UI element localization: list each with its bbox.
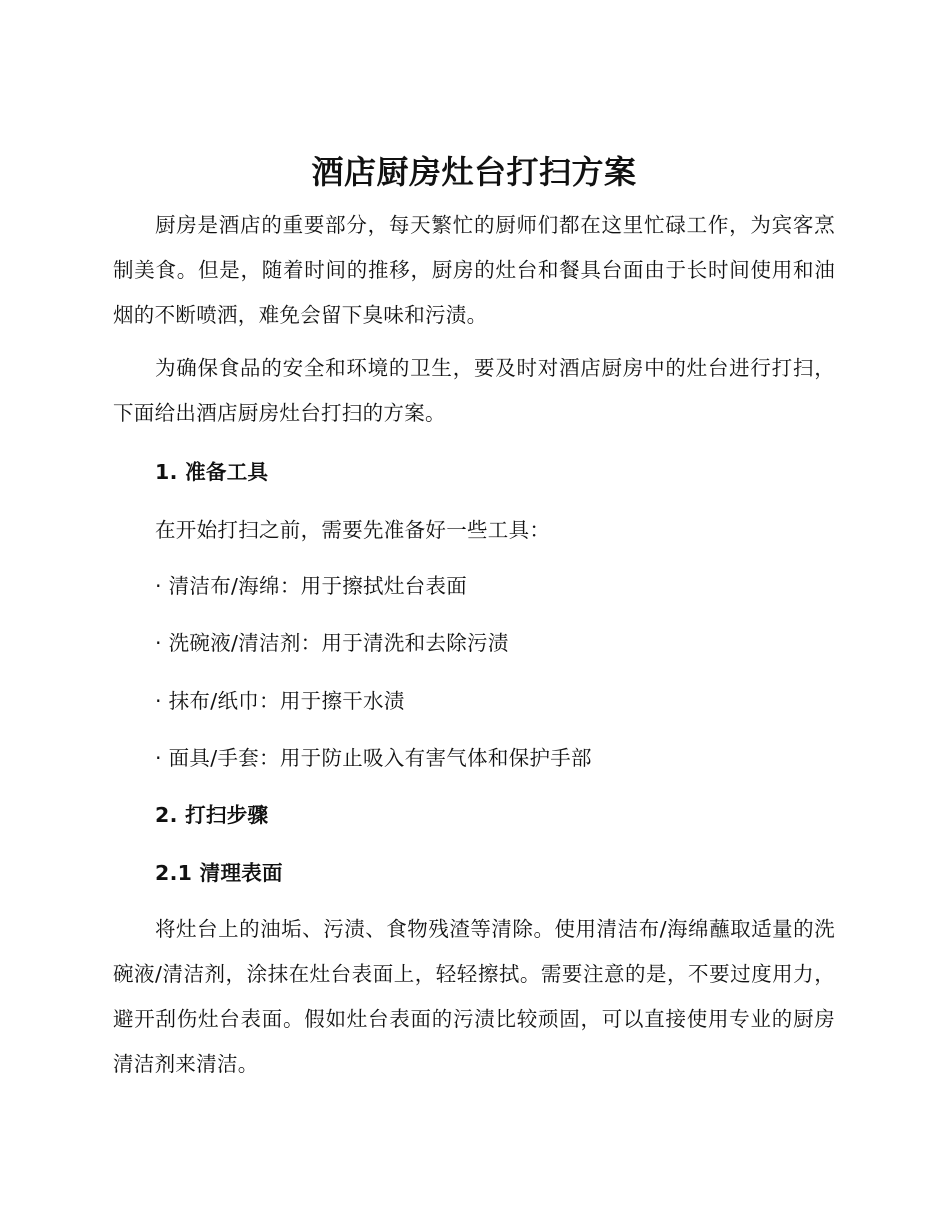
tool-list-item: · 面具/手套：用于防止吸入有害气体和保护手部 <box>155 746 592 770</box>
tool-list-item: · 抹布/纸巾：用于擦干水渍 <box>155 689 405 713</box>
document-title: 酒店厨房灶台打扫方案 <box>311 153 637 191</box>
subsection-2-1-heading: 2.1 清理表面 <box>155 861 283 885</box>
intro-paragraph-2: 为确保食品的安全和环境的卫生，要及时对酒店厨房中的灶台进行打扫，下面给出酒店厨房灶台打扫的方案。 <box>113 356 835 425</box>
section-1-heading: 1. 准备工具 <box>155 460 269 484</box>
tool-list-item: · 清洁布/海绵：用于擦拭灶台表面 <box>155 574 468 598</box>
tool-list-item: · 洗碗液/清洁剂：用于清洗和去除污渍 <box>155 631 509 655</box>
subsection-2-1-body: 将灶台上的油垢、污渍、食物残渣等清除。使用清洁布/海绵蘸取适量的洗碗液/清洁剂，涂抹在灶台表面上，轻轻擦拭。需要注意的是，不要过度用力，避开刮伤灶台表面。假如灶台表面的污渍比较顽固，可以直接使用专业的厨房清洁剂来清洁。 <box>113 917 835 1076</box>
section-2-heading: 2. 打扫步骤 <box>155 803 269 827</box>
intro-paragraph-1: 厨房是酒店的重要部分，每天繁忙的厨师们都在这里忙碌工作，为宾客烹制美食。但是，随着时间的推移，厨房的灶台和餐具台面由于长时间使用和油烟的不断喷洒，难免会留下臭味和污渍。 <box>113 213 835 327</box>
section-1-intro: 在开始打扫之前，需要先准备好一些工具： <box>155 518 551 542</box>
